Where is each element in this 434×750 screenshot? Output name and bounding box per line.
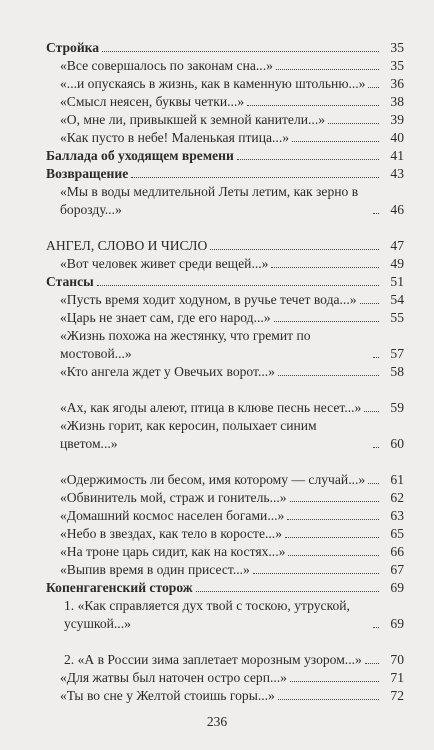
- toc-entry-page: 46: [390, 202, 404, 217]
- toc-entry-title: «Все совершалось по законам сна...»: [60, 58, 273, 73]
- toc-heading-entry: [46, 165, 404, 183]
- toc-entry-title: «Кто ангела ждет у Овечьих ворот...»: [60, 364, 275, 379]
- dot-leader: [253, 573, 379, 574]
- toc-entry-title: Стансы: [46, 274, 94, 289]
- dot-leader: [288, 555, 379, 556]
- page-number: 236: [206, 714, 228, 729]
- toc-entry: [46, 57, 404, 75]
- toc-entry-title: «Царь не знает сам, где его народ...»: [60, 310, 271, 325]
- dot-leader: [278, 375, 379, 376]
- dot-leader: [210, 249, 379, 250]
- dot-leader: [373, 627, 379, 628]
- toc-entry-page: 55: [390, 310, 404, 325]
- toc-entry-title: «На троне царь сидит, как на костях...»: [60, 544, 286, 559]
- dot-leader: [285, 537, 379, 538]
- toc-entry-title: «Обвинитель мой, страж и гонитель...»: [60, 490, 287, 505]
- toc-entry: [46, 687, 404, 705]
- toc-entry: [46, 129, 404, 147]
- toc-heading-entry: [46, 579, 404, 597]
- toc-entry-page: 69: [390, 616, 404, 631]
- toc-entry-title: «Домашний космос населен богами...»: [60, 508, 285, 523]
- toc-entry: [46, 255, 404, 273]
- section-gap: [46, 219, 404, 237]
- dot-leader: [290, 501, 379, 502]
- dot-leader: [274, 321, 379, 322]
- toc-entry-title: «Жизнь похожа на жестянку, что гремит по мостовой...»: [60, 328, 311, 361]
- toc-entry-title: АНГЕЛ, СЛОВО И ЧИСЛО: [46, 238, 208, 253]
- dot-leader: [368, 87, 379, 88]
- dot-leader: [373, 213, 379, 214]
- toc-entry: [46, 309, 404, 327]
- dot-leader: [102, 51, 379, 52]
- toc-entry: [46, 363, 404, 381]
- toc-entry-title: «Смысл неясен, буквы четки...»: [60, 94, 245, 109]
- dot-leader: [278, 699, 379, 700]
- table-of-contents: [46, 39, 404, 705]
- toc-entry-title: Копенгагенский сторож: [46, 580, 193, 595]
- toc-entry: [46, 633, 404, 669]
- toc-entry-page: 61: [390, 472, 404, 487]
- toc-entry-page: 40: [390, 130, 404, 145]
- dot-leader: [131, 177, 379, 178]
- toc-entry: [46, 183, 404, 219]
- toc-entry-page: 63: [390, 508, 404, 523]
- toc-entry-title: «Для жатвы был наточен остро серп...»: [60, 670, 287, 685]
- dot-leader: [276, 69, 379, 70]
- toc-entry-title: 1. «Как справляется дух твой с тоскою, утруской, усушкой...»: [64, 598, 350, 631]
- toc-entry-page: 58: [390, 364, 404, 379]
- toc-entry-title: «Одержимость ли бесом, имя которому — случай...»: [60, 472, 366, 487]
- toc-entry-page: 54: [390, 292, 404, 307]
- dot-leader: [365, 663, 379, 664]
- toc-entry: [46, 507, 404, 525]
- toc-entry-page: 51: [390, 274, 404, 289]
- toc-entry-page: 72: [390, 688, 404, 703]
- dot-leader: [287, 519, 379, 520]
- toc-entry-page: 57: [390, 346, 404, 361]
- toc-entry: [46, 489, 404, 507]
- toc-entry: [46, 525, 404, 543]
- toc-heading-entry: [46, 147, 404, 165]
- toc-entry-title: «Жизнь горит, как керосин, полыхает синим цветом...»: [60, 418, 317, 451]
- toc-entry-page: 60: [390, 436, 404, 451]
- dot-leader: [328, 123, 379, 124]
- toc-entry-page: 70: [390, 652, 404, 667]
- toc-heading-entry: [46, 273, 404, 291]
- dot-leader: [290, 681, 379, 682]
- toc-entry: [46, 561, 404, 579]
- toc-entry-title: «Небо в звездах, как тело в коросте...»: [60, 526, 282, 541]
- toc-entry-title: Стройка: [46, 40, 100, 55]
- toc-entry-page: 49: [390, 256, 404, 271]
- toc-entry: [46, 669, 404, 687]
- dot-leader: [360, 303, 379, 304]
- toc-entry-page: 59: [390, 400, 404, 415]
- dot-leader: [292, 141, 379, 142]
- toc-entry-page: 35: [390, 40, 404, 55]
- dot-leader: [368, 483, 379, 484]
- toc-entry: [46, 327, 404, 363]
- toc-entry-page: 65: [390, 526, 404, 541]
- toc-entry: [46, 453, 404, 489]
- toc-entry-page: 39: [390, 112, 404, 127]
- toc-entry-page: 43: [390, 166, 404, 181]
- dot-leader: [247, 105, 379, 106]
- dot-leader: [97, 285, 379, 286]
- toc-entry-page: 41: [390, 148, 404, 163]
- toc-heading-entry: [46, 39, 404, 57]
- toc-entry-page: 62: [390, 490, 404, 505]
- toc-entry-page: 47: [390, 238, 404, 253]
- toc-entry-title: Баллада об уходящем времени: [46, 148, 234, 163]
- toc-entry-title: 2. «А в России зима заплетает морозным узором...»: [64, 652, 362, 667]
- dot-leader: [237, 159, 379, 160]
- dot-leader: [271, 267, 379, 268]
- toc-entry: [46, 381, 404, 417]
- dot-leader: [364, 411, 379, 412]
- toc-entry-title: «Ах, как ягоды алеют, птица в клюве песнь несет...»: [60, 400, 362, 415]
- toc-entry: [46, 597, 404, 633]
- toc-entry-page: 71: [390, 670, 404, 685]
- toc-entry: [46, 111, 404, 129]
- toc-entry-title: «Ты во сне у Желтой стоишь горы...»: [60, 688, 275, 703]
- toc-entry-title: «Пусть время ходит ходуном, в ручье течет вода...»: [60, 292, 357, 307]
- toc-entry-page: 69: [390, 580, 404, 595]
- toc-entry: [46, 543, 404, 561]
- toc-entry-title: «Выпив время в один присест...»: [60, 562, 250, 577]
- toc-entry-page: 36: [390, 76, 404, 91]
- toc-entry: [46, 93, 404, 111]
- toc-section-entry: [46, 237, 404, 255]
- toc-entry-title: «Вот человек живет среди вещей...»: [60, 256, 269, 271]
- dot-leader: [373, 357, 379, 358]
- toc-entry-title: «О, мне ли, привыкшей к земной канители...»: [60, 112, 326, 127]
- toc-entry: [46, 291, 404, 309]
- toc-entry-title: «...и опускаясь в жизнь, как в каменную штольню...»: [60, 76, 366, 91]
- toc-entry-page: 35: [390, 58, 404, 73]
- dot-leader: [373, 447, 379, 448]
- toc-entry-page: 67: [390, 562, 404, 577]
- dot-leader: [196, 591, 379, 592]
- toc-entry-page: 38: [390, 94, 404, 109]
- toc-entry-title: «Как пусто в небе! Маленькая птица...»: [60, 130, 290, 145]
- toc-entry: [46, 417, 404, 453]
- toc-entry-title: Возвращение: [46, 166, 129, 181]
- toc-entry-title: «Мы в воды медлительной Леты летим, как зерно в борозду...»: [60, 184, 359, 217]
- toc-entry-page: 66: [390, 544, 404, 559]
- toc-entry: [46, 75, 404, 93]
